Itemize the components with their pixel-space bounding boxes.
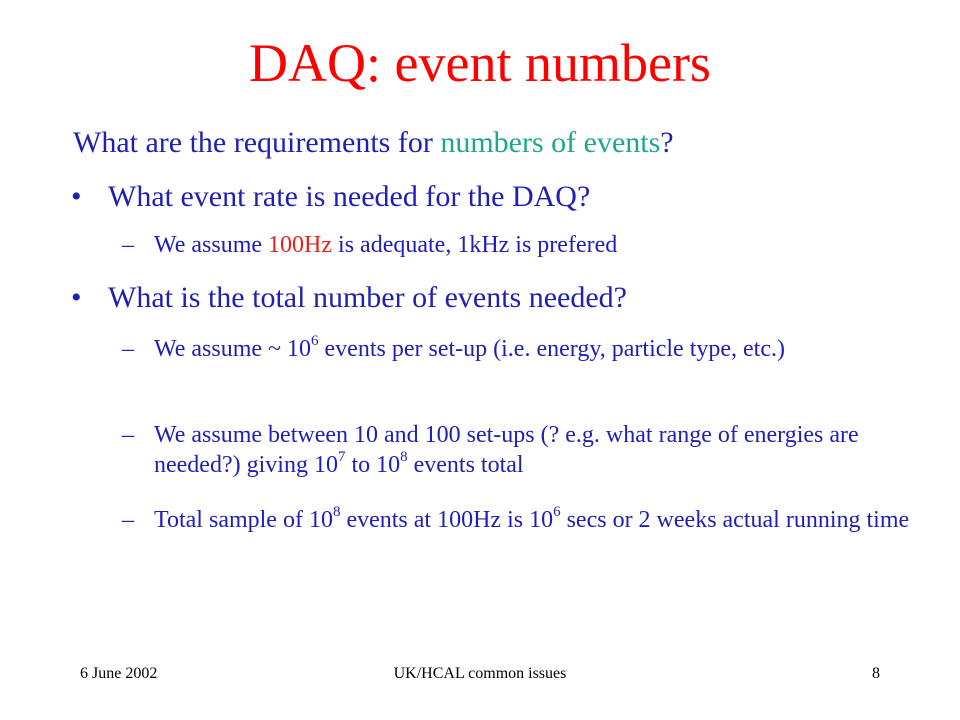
sub-bullet-prefix: We assume (154, 232, 269, 258)
intro-question (73, 125, 674, 161)
bullet-dot-icon: • (71, 281, 82, 314)
exponent: 7 (337, 449, 346, 465)
intro-highlight: numbers of events (440, 126, 661, 159)
bullet-dot-icon: • (71, 180, 82, 213)
intro-suffix: ? (660, 126, 674, 159)
sub-text-3: events total (407, 452, 524, 478)
dash-icon: – (122, 507, 134, 533)
bullet-total-events (71, 280, 627, 316)
footer-title: UK/HCAL common issues (393, 665, 567, 682)
page-number: 8 (872, 665, 880, 682)
exponent: 8 (332, 504, 341, 520)
dash-icon: – (122, 422, 134, 448)
exponent: 6 (553, 504, 561, 520)
intro-prefix: What are the requirements for (73, 126, 441, 159)
sub-bullet-suffix: is adequate, 1kHz is prefered (332, 232, 618, 258)
dash-icon: – (122, 232, 134, 258)
sub-bullet-setups (122, 420, 914, 480)
sub-text-2: to 10 (345, 452, 401, 478)
sub-text-1: We assume ~ 10 (154, 336, 312, 362)
exponent: 8 (400, 449, 408, 465)
sub-bullet-total-sample (122, 504, 914, 535)
sub-text-1: Total sample of 10 (154, 507, 333, 533)
sub-text-2: events at 100Hz is 10 (340, 507, 554, 533)
exponent: 6 (311, 333, 319, 349)
footer-date: 6 June 2002 (80, 665, 158, 682)
bullet-text: What event rate is needed for the DAQ? (108, 180, 591, 213)
dash-icon: – (122, 336, 134, 362)
sub-bullet-highlight: 100Hz (268, 232, 333, 258)
sub-text-1: We assume between 10 and 100 set-ups (? e.g. what range of energies are needed?) giving 10 (154, 422, 859, 478)
sub-text-3: secs or 2 weeks actual running time (560, 507, 910, 533)
sub-text-2: events per set-up (i.e. energy, particle type, etc.) (318, 336, 785, 362)
sub-bullet-per-setup (122, 333, 914, 364)
sub-bullet-rate-assumption (122, 230, 914, 260)
slide-title: DAQ: event numbers (249, 33, 711, 93)
bullet-event-rate (71, 179, 591, 215)
bullet-text: What is the total number of events needed? (108, 281, 627, 314)
